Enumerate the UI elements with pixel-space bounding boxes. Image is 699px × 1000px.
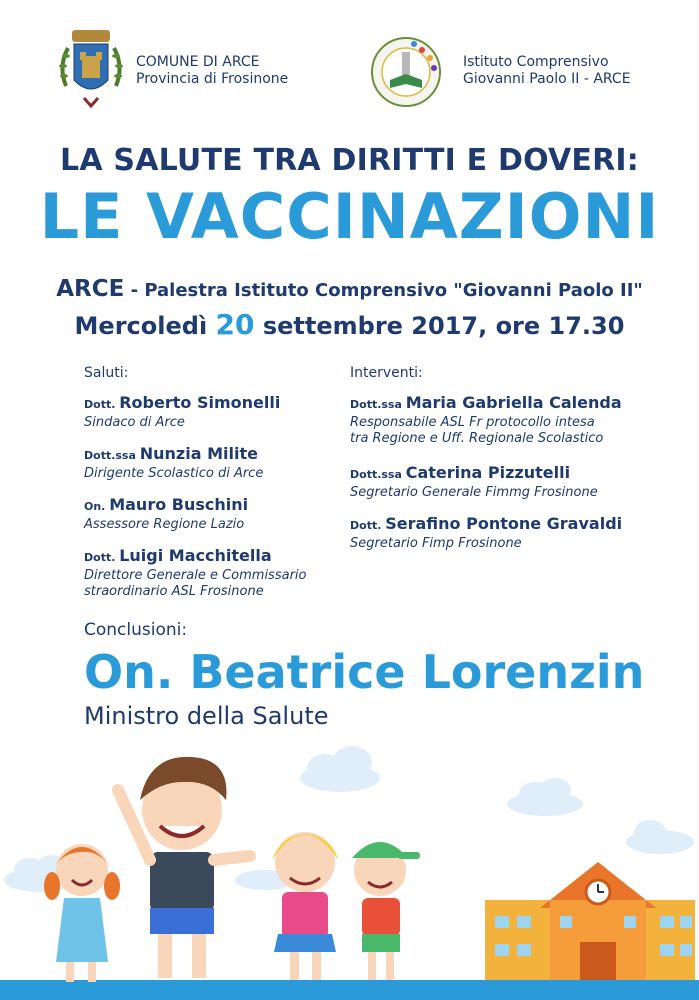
person-name: Luigi Macchitella [119,546,272,565]
date-rest: settembre 2017, ore 17.30 [254,312,625,340]
saluti-person-1 [84,393,374,431]
girl-blonde-icon [272,832,338,980]
istituto-name [463,54,631,88]
event-date [0,308,699,341]
person-role: Segretario Generale Fimmg Frosinone [350,485,598,500]
person-title: On. [84,500,110,513]
boy-cap-icon [352,842,420,980]
person-title: Dott.ssa [84,449,140,462]
person-name: Nunzia Milite [139,444,258,463]
person-role: Segretario Fimp Frosinone [350,536,522,551]
person-name: Maria Gabriella Calenda [405,393,622,412]
person-name: Mauro Buschini [109,495,249,514]
interventi-label: Interventi: [350,365,423,381]
person-title: Dott. [84,551,120,564]
person-title: Dott. [84,398,120,411]
person-role-2: tra Regione e Uff. Regionale Scolastico [350,431,604,446]
comune-line1: COMUNE DI ARCE [136,54,260,70]
saluti-label: Saluti: [84,365,129,381]
date-weekday: Mercoledì [74,312,216,340]
title-line1: LA SALUTE TRA DIRITTI E DOVERI: [60,143,639,178]
school-building-icon [485,862,695,980]
saluti-person-2 [84,444,374,482]
person-role: Direttore Generale e Commissario [84,568,307,583]
comune-crest-icon [56,26,126,118]
saluti-person-4 [84,546,374,600]
children-school-illustration [0,730,699,1000]
istituto-logo-icon [368,34,444,110]
person-role: Dirigente Scolastico di Arce [84,466,264,481]
venue-line [0,276,699,302]
person-name: Roberto Simonelli [119,393,281,412]
title-main: LE VACCINAZIONI [39,180,660,253]
venue-town: ARCE [56,276,125,302]
date-day: 20 [215,308,255,341]
boy-center-icon [118,757,250,978]
interventi-person-3 [350,514,690,552]
venue-place: - Palestra Istituto Comprensivo "Giovanni Paolo II" [124,280,643,301]
person-name: Caterina Pizzutelli [405,463,571,482]
person-title: Dott. [350,519,386,532]
interventi-person-1 [350,393,690,447]
istituto-line1: Istituto Comprensivo [463,54,609,70]
interventi-person-2 [350,463,690,501]
person-name: Serafino Pontone Gravaldi [385,514,623,533]
person-title: Dott.ssa [350,468,406,481]
conclusioni-label: Conclusioni: [84,620,188,640]
istituto-line2: Giovanni Paolo II - ARCE [463,71,631,87]
saluti-person-3 [84,495,374,533]
person-role-2: straordinario ASL Frosinone [84,584,264,599]
comune-name [136,54,288,88]
minister-name: On. Beatrice Lorenzin [84,645,645,699]
person-title: Dott.ssa [350,398,406,411]
person-role: Assessore Regione Lazio [84,517,245,532]
person-role: Sindaco di Arce [84,415,185,430]
minister-role: Ministro della Salute [84,702,329,730]
person-role: Responsabile ASL Fr protocollo intesa [350,415,595,430]
comune-line2: Provincia di Frosinone [136,71,289,87]
